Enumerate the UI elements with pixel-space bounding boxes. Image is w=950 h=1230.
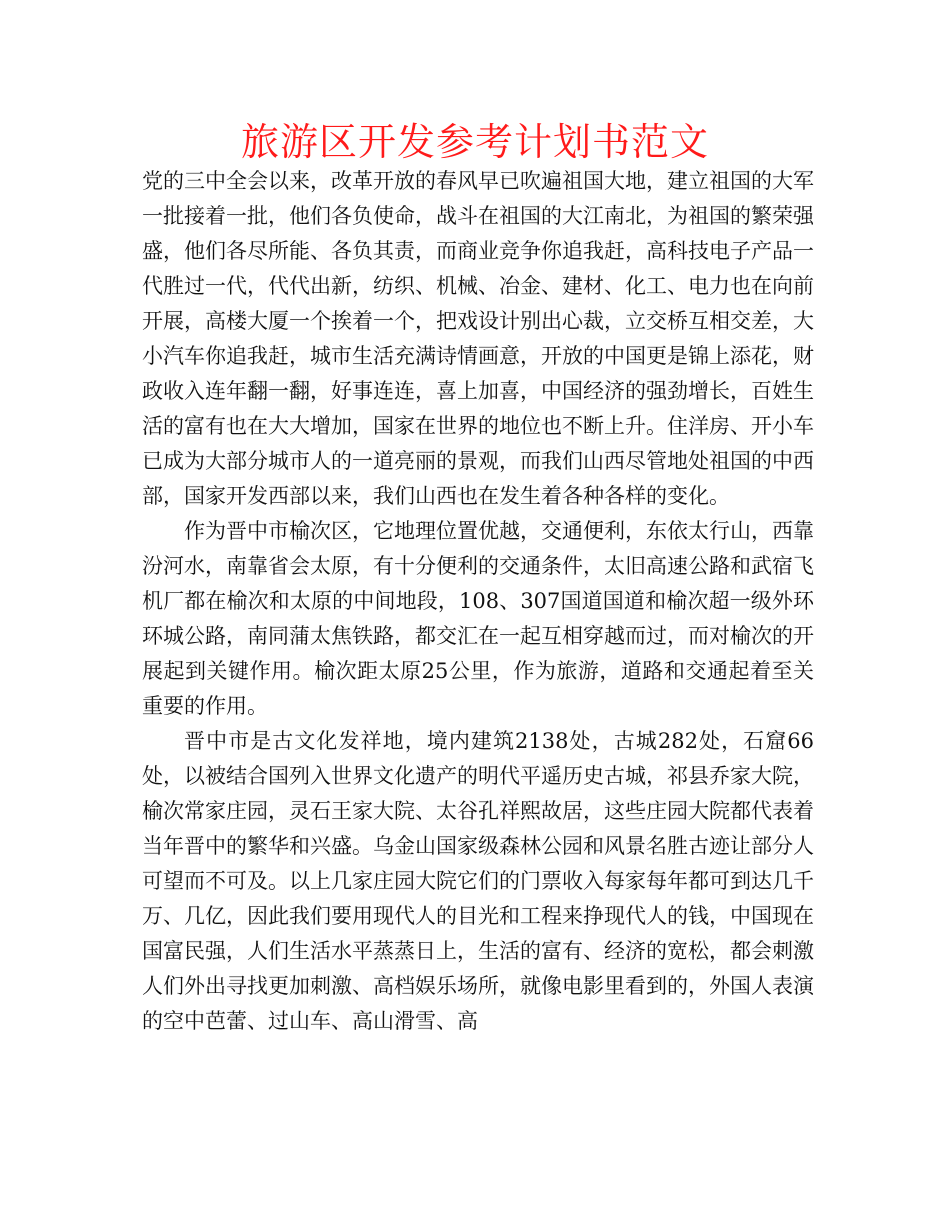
document-body bbox=[142, 164, 814, 1039]
document-title: 旅游区开发参考计划书范文 bbox=[240, 120, 709, 164]
paragraph-1: 党的三中全会以来，改革开放的春风早已吹遍祖国大地，建立祖国的大军一批接着一批，他们各负使命，战斗在祖国的大江南北，为祖国的繁荣强盛，他们各尽所能、各负其责，而商业竞争你追我赶，高科技电子产品一代胜过一代，代代出新，纺织、机械、冶金、建材、化工、电力也在向前开展，高楼大厦一个挨着一个，把戏设计别出心裁，立交桥互相交差，大小汽车你追我赶，城市生活充满诗情画意，开放的中国更是锦上添花，财政收入连年翻一翻，好事连连，喜上加喜，中国经济的强劲增长，百姓生活的富有也在大大增加，国家在世界的地位也不断上升。住洋房、开小车已成为大部分城市人的一道亮丽的景观，而我们山西尽管地处祖国的中西部，国家开发西部以来，我们山西也在发生着各种各样的变化。 bbox=[142, 169, 814, 508]
paragraph-2: 作为晋中市榆次区，它地理位置优越，交通便利，东依太行山，西靠汾河水，南靠省会太原，有十分便利的交通条件，太旧高速公路和武宿飞机厂都在榆次和太原的中间地段，108、307国道国道和榆次超一级外环环城公路，南同蒲太焦铁路，都交汇在一起互相穿越而过，而对榆次的开展起到关键作用。榆次距太原25公里，作为旅游，道路和交通起着至关重要的作用。 bbox=[142, 519, 814, 718]
paragraph-3: 晋中市是古文化发祥地，境内建筑2138处，古城282处，石窟66处，以被结合国列入世界文化遗产的明代平遥历史古城，祁县乔家大院，榆次常家庄园，灵石王家大院、太谷孔祥熙故居，这些庄园大院都代表着当年晋中的繁华和兴盛。乌金山国家级森林公园和风景名胜古迹让部分人可望而不可及。以上几家庄园大院它们的门票收入每家每年都可到达几千万、几亿，因此我们要用现代人的目光和工程来挣现代人的钱，中国现在国富民强，人们生活水平蒸蒸日上，生活的富有、经济的宽松，都会刺激人们外出寻找更加刺激、高档娱乐场所，就像电影里看到的，外国人表演的空中芭蕾、过山车、高山滑雪、高 bbox=[142, 729, 814, 1033]
